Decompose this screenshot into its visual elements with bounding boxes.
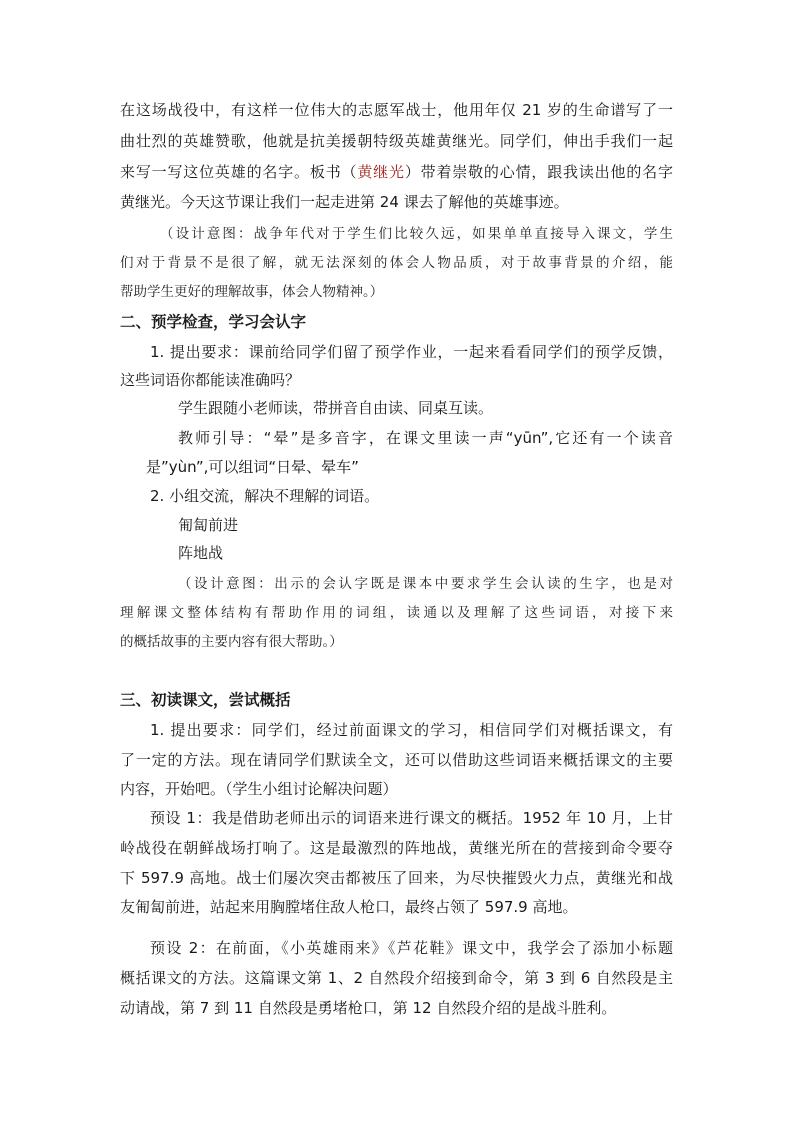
vocab-word-2: 阵地战 bbox=[178, 544, 224, 562]
section-3-item-1-line-3: 内容，开始吧。（学生小组讨论解决问题） bbox=[120, 780, 398, 798]
preset-1-line-2: 岭战役在朝鲜战场打响了。这是最激烈的阵地战，黄继光所在的营接到命令要夺 bbox=[120, 839, 673, 857]
section-2-item-1-line-1: 1. 提出要求：课前给同学们留了预学作业，一起来看看同学们的预学反馈， bbox=[150, 343, 673, 361]
section-2-heading: 二、预学检查，学习会认字 bbox=[120, 313, 307, 331]
intro-line-2: 曲壮烈的英雄赞歌，他就是抗美援朝特级英雄黄继光。同学们，伸出手我们一起 bbox=[120, 132, 673, 150]
section-2-item-2: 2. 小组交流，解决不理解的词语。 bbox=[150, 487, 380, 505]
board-writing-name: 黄继光 bbox=[357, 163, 405, 181]
preset-2-line-2: 概括课文的方法。这篇课文第 1、2 自然段介绍接到命令，第 3 到 6 自然段是主 bbox=[120, 969, 673, 987]
design-note-1-line-3: 帮助学生更好的理解故事，体会人物精神。） bbox=[120, 284, 384, 300]
preset-1-line-4: 友匍匐前进，站起来用胸膛堵住敌人枪口，最终占领了 597.9 高地。 bbox=[120, 898, 578, 916]
preset-2-line-3: 动请战，第 7 到 11 自然段是勇堵枪口，第 12 自然段介绍的是战斗胜利。 bbox=[120, 999, 617, 1017]
section-2-teacher-guide-line-2: 是”yùn”,可以组词“日晕、晕车” bbox=[146, 458, 359, 476]
intro-line-3-pre: 来写一写这位英雄的名字。板书（ bbox=[120, 163, 358, 181]
intro-line-1: 在这场战役中，有这样一位伟大的志愿军战士，他用年仅 21 岁的生命谱写了一 bbox=[120, 101, 673, 119]
design-note-1-line-1: （设计意图：战争年代对于学生们比较久远，如果单单直接导入课文，学生 bbox=[160, 226, 673, 242]
preset-1-line-3: 下 597.9 高地。战士们屡次突击都被压了回来，为尽快摧毁火力点，黄继光和战 bbox=[120, 869, 673, 887]
design-note-2-line-1: （设计意图：出示的会认字既是课本中要求学生会认读的生字，也是对 bbox=[178, 576, 673, 592]
design-note-1-line-2: 们对于背景不是很了解，就无法深刻的体会人物品质，对于故事背景的介绍，能 bbox=[120, 255, 673, 271]
section-2-item-1-line-2: 这些词语你都能读准确吗？ bbox=[120, 371, 301, 389]
intro-line-3-post: ）带着崇敬的心情，跟我读出他的名字 bbox=[404, 163, 673, 181]
section-3-item-1-line-2: 了一定的方法。现在请同学们默读全文，还可以借助这些词语来概括课文的主要 bbox=[120, 751, 673, 769]
design-note-2-line-2: 理解课文整体结构有帮助作用的词组，读通以及理解了这些词语，对接下来 bbox=[120, 605, 673, 621]
section-2-follow-reading: 学生跟随小老师读，带拼音自由读、同桌互读。 bbox=[178, 399, 494, 417]
design-note-2-line-3: 的概括故事的主要内容有很大帮助。） bbox=[120, 634, 343, 650]
section-2-teacher-guide-line-1: 教师引导：“晕”是多音字，在课文里读一声“yūn”,它还有一个读音 bbox=[178, 429, 673, 447]
preset-1-line-1: 预设 1：我是借助老师出示的词语来进行课文的概括。1952 年 10 月，上甘 bbox=[150, 809, 673, 827]
vocab-word-1: 匍匐前进 bbox=[178, 516, 239, 534]
intro-line-4: 黄继光。今天这节课让我们一起走进第 24 课去了解他的英雄事迹。 bbox=[120, 193, 569, 211]
section-3-item-1-line-1: 1. 提出要求：同学们，经过前面课文的学习，相信同学们对概括课文，有 bbox=[150, 721, 673, 739]
section-3-heading: 三、初读课文，尝试概括 bbox=[120, 691, 291, 709]
intro-line-3 bbox=[120, 162, 673, 182]
preset-2-line-1: 预设 2：在前面，《小英雄雨来》《芦花鞋》课文中，我学会了添加小标题 bbox=[150, 939, 673, 957]
